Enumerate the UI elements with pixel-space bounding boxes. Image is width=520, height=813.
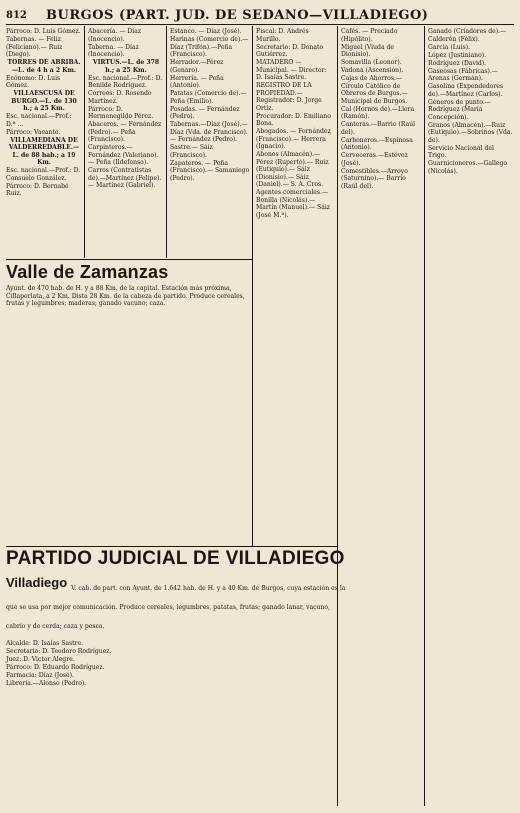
- page-header: [6, 6, 514, 25]
- column-2: [88, 28, 164, 258]
- entry: Patatas (Comercio de).— Peña (Emilio).: [170, 90, 247, 105]
- entry: Abacería. — Díaz (Inocencio).: [88, 28, 142, 43]
- column-divider: [84, 26, 85, 258]
- entry: Tabernas. — Feliz (Feliciano).— Ruiz (Diego).: [6, 36, 63, 58]
- town-name: Villadiego: [6, 575, 68, 590]
- entry: REGISTRO DE LA PROPIEDAD.— Registrador: D. Jorge Ortiz.: [256, 82, 322, 112]
- entry: Procurador: D. Emiliano Bona.: [256, 112, 331, 127]
- entry: Párroco: D. Bernabé Ruiz.: [6, 182, 69, 197]
- entry: López (Justiniano).: [428, 51, 487, 59]
- column-divider: [166, 26, 167, 258]
- entry: Ecónomo: D. Luis Gómez.: [6, 74, 61, 89]
- column-5: [341, 28, 422, 808]
- entry: VILLAMEDIANA DE VALDERREDABLE.—L. de 88 hab.; a 19 Km.: [8, 136, 80, 166]
- entry: Rodríguez (David).: [428, 59, 487, 67]
- district-banner: [6, 548, 514, 576]
- entry: Cal (Hornos de).—Llera (Ramón).: [341, 105, 415, 120]
- entry: Párroco: D. Eduardo Rodríguez.: [6, 664, 105, 671]
- entry: Abogados. — Fernández (Francisco).— Herrera (Ignacio).: [256, 128, 331, 150]
- column-6: [428, 28, 514, 808]
- column-divider: [424, 26, 425, 806]
- entry: Esc. nacional.—Prof.: D. Benilde Rodríguez.: [88, 74, 163, 89]
- running-title: BURGOS (PART. JUD. DE SEDANO—VILLADIEGO): [46, 7, 429, 23]
- entry: Párroco: Vacante.: [6, 128, 61, 136]
- villadiego-section: [6, 575, 346, 635]
- entry: Granos (Almacén).—Ruiz (Eutiquio).—Sobrinos (Vda. de).: [428, 121, 513, 144]
- entry: Zapateros. — Peña (Francisco).— Samaniego (Pedro).: [170, 159, 250, 182]
- entry: Esc. nacional.—Prof.: D.ª ...: [6, 113, 72, 128]
- entry: Farmacia: Díaz (José).: [6, 672, 74, 679]
- entry: Estanco. — Díaz (José).: [170, 28, 242, 35]
- entry: Párroco: D. Hermenegildo Pérez.: [88, 105, 154, 120]
- section-title: Valle de Zamanzas: [6, 262, 169, 282]
- entry: Párroco: D. Luis Gómez.: [6, 28, 81, 35]
- district-title: PARTIDO JUDICIAL DE VILLADIEGO: [6, 548, 345, 569]
- entry: Gasolina (Expendedores de).—Martínez (Carlos).: [428, 83, 504, 98]
- entry: Cafés. — Preciado (Hipólito).: [341, 28, 398, 43]
- entry: Harinas (Comercio de).—Díaz (Trifón).—Peña (Francisco).: [170, 36, 249, 58]
- entry: Garcia (Luis).: [428, 43, 471, 51]
- column-divider: [252, 26, 253, 546]
- section-rule: [6, 259, 252, 260]
- entry: Secretario: D. Donato Gutiérrez.: [256, 43, 324, 58]
- entry: Herrería. — Peña (Antonio).: [170, 74, 224, 89]
- entry: Cajas de Ahorros.—Círculo Católico de Obreros de Burgos.—Municipal de Burgos.: [341, 75, 408, 105]
- entry: Ganado (Criadores de).—Calderón (Félix).: [428, 28, 507, 43]
- entry: TORRES DE ABRIBA.—L. de 4 h a 2 Km.: [7, 59, 81, 74]
- entry: Servicio Nacional del Trigo.: [428, 144, 494, 159]
- entry: Cerveceras.—Estévez (José).: [341, 152, 408, 167]
- entry: Abonos (Almacén).—Pérez (Ruperto).— Ruiz (Eutiquio).— Sáiz (Dionisio).— Sáiz (Daniel).— S. A. Cros.: [256, 151, 329, 188]
- entry: MATADERO — Municipal. — Director: D. Isaías Sastre.: [256, 59, 327, 81]
- entry: Carpinteros.—Fernández (Valeriano).— Peña (Ildefonso).: [88, 144, 159, 166]
- section-rule: [6, 546, 337, 547]
- entry: Abaceros. — Fernández (Pedro).— Peña (Francisco).: [88, 121, 162, 143]
- entry: Carros (Contratistas de).—Martínez (Felipe).— Martínez (Gabriel).: [88, 167, 162, 189]
- column-4: [256, 28, 335, 546]
- column-1: [6, 28, 82, 258]
- entry: Miguel (Viuda de Dionisio).: [341, 43, 395, 58]
- entry: Vadona (Ascensión).: [341, 67, 404, 74]
- entry: Géneros de punto.— Rodríguez (María Concepción).: [428, 98, 491, 121]
- entry: VILLAESCUSA DE BURGO.—L. de 130 h.; a 25 Km.: [11, 90, 77, 112]
- entry: Librería.—Alonso (Pedro).: [6, 680, 87, 687]
- page-number: 812: [6, 9, 27, 21]
- entry: Tabernas.—Díaz (José).— Díaz (Vda. de Francisco).— Fernández (Pedro).: [170, 121, 248, 143]
- entry: Somavilla (Leonor).: [341, 59, 402, 66]
- column-divider: [337, 26, 338, 806]
- entry: VIRTUS.—L. de 378 h.; a 25 Km.: [92, 59, 160, 74]
- footer-entries: [6, 640, 334, 805]
- section-text: Ayunt. de 470 hab. de H. y a 88 Km. de la capital. Estación más próxima, Cillaperlata, a 2 Km. Dista 28 Km. de la cabeza de partido. Produce cereales, frutas y legumbres; maderas; ganado vacuno; caza.: [6, 285, 245, 307]
- entry: Comestibles.—Arroyo (Saturnino).— Barrio (Raúl del).: [341, 167, 408, 190]
- entry: Alcalde: D. Isaías Sastre.: [6, 640, 84, 647]
- entry: Secretario: D. Teodoro Rodríguez.: [6, 648, 112, 655]
- column-3: [170, 28, 250, 258]
- entry: Canteras.—Barrio (Raúl del).: [341, 121, 416, 136]
- entry: Guarnicioneros.—Gallego (Nicolás).: [428, 160, 508, 175]
- entry: Correos: D. Rosendo Martínez.: [88, 90, 152, 105]
- entry: Esc. nacional.—Prof.: D. Consuelo González.: [6, 167, 81, 182]
- entry: Carboneros.—Espinosa (Antonio).: [341, 136, 413, 151]
- town-description: V. cab. de part. con Ayunt. de 1.642 hab. de H. y a 40 Km. de Burgos, cuya estación es la que se usa por mejor comunicación. Produce cereales, legumbres, patatas, frutas; ganado lanar, vacuno, cabrío y de cerda; caza y pesca.: [6, 585, 346, 630]
- entry: Posadas. — Fernández (Pedro).: [170, 105, 240, 120]
- entry: Gaseosas (Fábricas).— Arenas (Germán).: [428, 67, 498, 82]
- entry: Agentes comerciales.— Bonilla (Nicolás).— Martín (Manuel).— Sáiz (José M.ª).: [256, 189, 331, 219]
- entry: Taberna. — Díaz (Inocencio).: [88, 43, 139, 58]
- entry: Herrador.—Pérez (Genaro).: [170, 59, 224, 74]
- entry: Fiscal: D. Andrés Murillo.: [256, 28, 309, 43]
- zamanzas-section: [6, 262, 250, 307]
- entry: Sastre.— Sáiz (Francisco).: [170, 144, 213, 159]
- entry: Juez: D. Victor Alegre.: [6, 656, 75, 663]
